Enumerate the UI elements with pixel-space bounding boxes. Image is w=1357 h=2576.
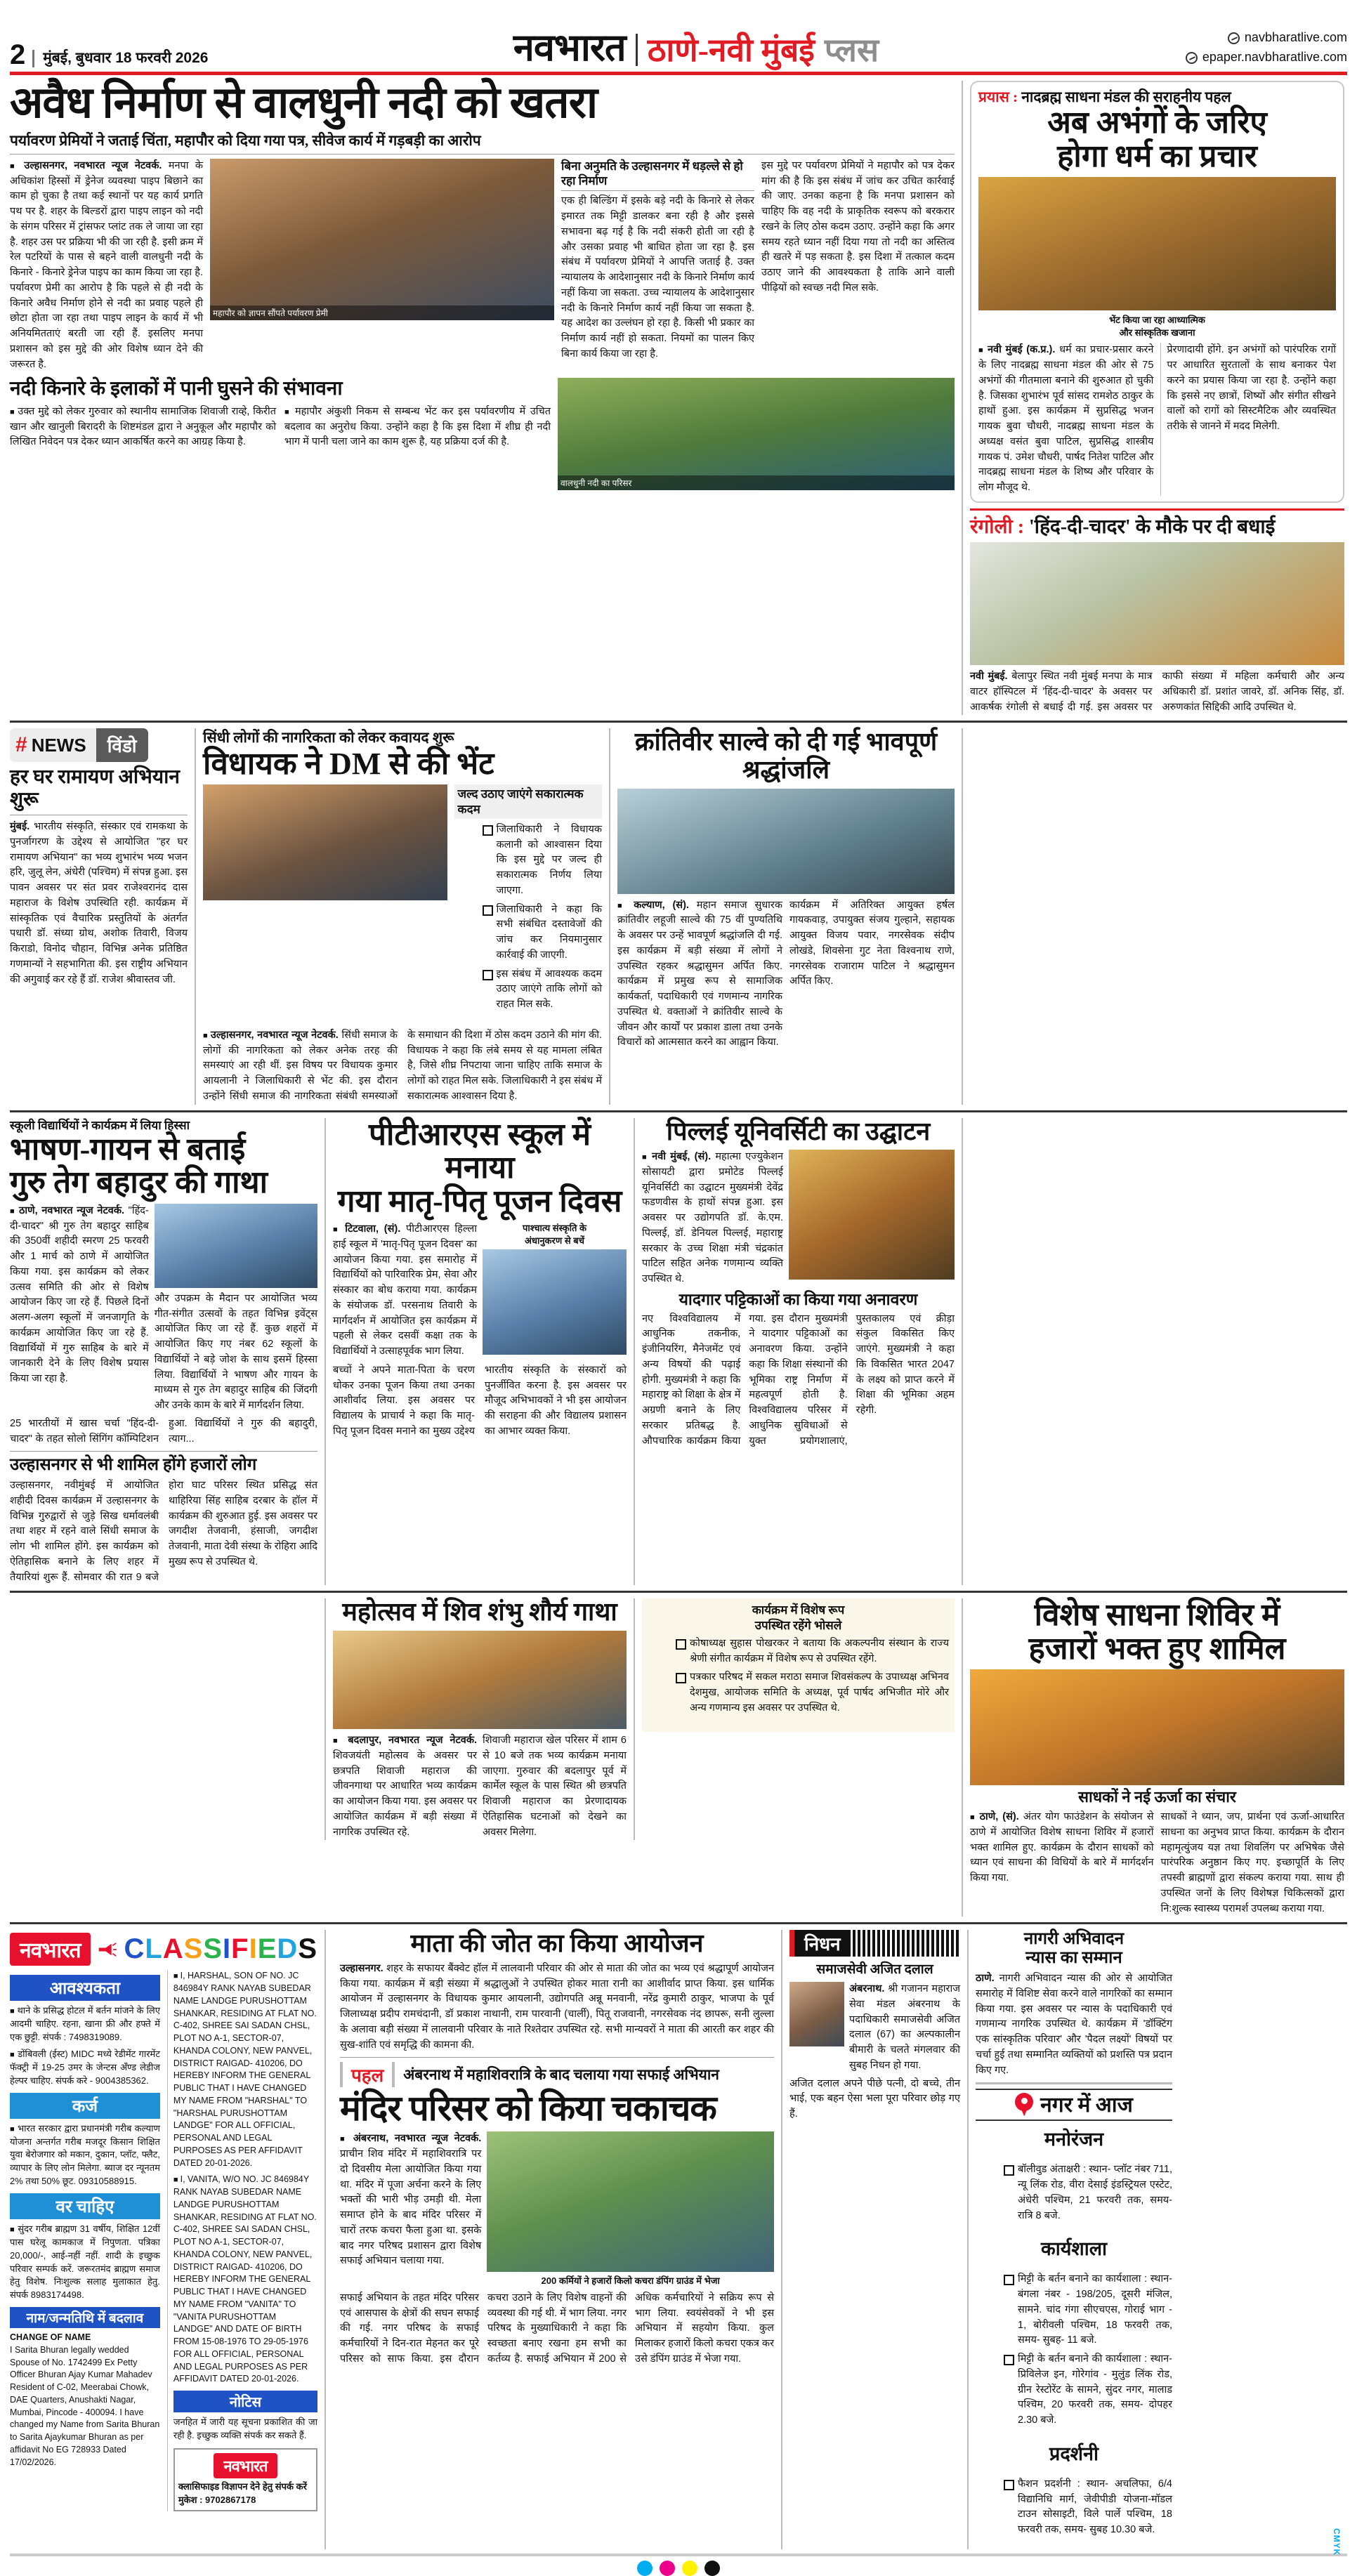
cmyk-marks xyxy=(10,2561,1347,2576)
english-notice: ■ I, HARSHAL, SON OF NO. JC 846984Y RANK NAYAB SUBEDAR NAME LANDGE PURUSHOTTAM SHANKAR, RESIDING AT FLAT NO. C-402, SHREE SAI SADAN CHSL, PLOT NO A-1, SECTOR-07, KHANDA COLONY, NEW PANVEL, DISTRICT RAIGAD- 410206, DO HEREBY INFORM THE GENERAL PUBLIC THAT I HAVE CHANGED MY NAME FROM "HARSHAL" TO "HARSHAL PURUSHOTTAM LANDGE" FOR ALL OFFICIAL, PERSONAL AND LEGAL PURPOSES AS PER AFFIDAVIT DATED 20-01-2026. xyxy=(173,1970,317,2169)
black-dot xyxy=(704,2561,720,2576)
list-item: बॉलीवुड अंताक्षरी : स्थान- प्लॉट नंबर 711, न्यू लिंक रोड, वीरा देसाई इंडस्ट्रियल एस्टेट, अंधेरी पश्चिम, 21 फरवरी तक, समय- रात्रि 8 बजे. xyxy=(1004,2162,1172,2223)
magenta-dot xyxy=(660,2561,675,2576)
lead-photo-2-caption: वालधुनी नदी का परिसर xyxy=(558,475,955,490)
footer-rule xyxy=(10,2528,1347,2576)
nidhan-portrait xyxy=(789,1982,844,2046)
mandir-body-col1: ■ अंबरनाथ, नवभारत न्यूज नेटवर्क. प्राचीन शिव मंदिर में महाशिवरात्रि पर दो दिवसीय मेला आयोजित किया गया था. मंदिर में पूजा अर्चना करने के लिए भक्तों की भारी भीड़ उमड़ी थी. मेला समाप्त होने के बाद मंदिर परिसर में चारों तरफ कचरा फैला हुआ था. इसके बाद नगर परिषद प्रशासन द्वारा विशेष सफाई अभियान चलाया गया. xyxy=(340,2131,481,2287)
nidhan-body-2: अजित दलाल अपने पीछे पत्नी, दो बच्चे, तीन भाई, एक बहन ऐसा भला पूरा परिवार छोड़ गए हैं. xyxy=(789,2077,960,2120)
classified-item: ■ थाने के प्रसिद्ध होटल में बर्तन मांजने के लिए आदमी चाहिए. रहना, खाना फ्री और हफ्ते में एक छुट्टी. संपर्क : 7498319089. xyxy=(10,2004,160,2044)
nidhan-stripes xyxy=(851,1930,960,1957)
pillai-body-col1: ■ नवी मुंबई, (सं). महात्मा एज्युकेशन सोसायटी द्वारा प्रमोटेड पिल्लई यूनिवर्सिटी का उद्घाटन मुख्यमंत्री देवेंद्र फडणवीस के हाथों संपन्न हुआ. इस अवसर पर उद्योगपति डॉ. के.एम. पिल्लई, डॉ. डेनियल पिल्लई, महाराष्ट्र सरकार के उच्च शिक्षा मंत्री चंद्रकांत पाटिल सहित अनेक गणमान्य व्यक्ति उपस्थित थे. xyxy=(642,1150,783,1287)
pillai-sub-headline: यादगार पट्टिकाओं का किया गया अनावरण xyxy=(678,1290,918,1308)
rangoli-photo xyxy=(970,542,1344,665)
mahotsav-headline: महोत्सव में शिव शंभु शौर्य गाथा xyxy=(342,1598,617,1627)
classifieds-footer-line1: क्लासिफाइड विज्ञापन देने हेतु संपर्क करें xyxy=(178,2480,307,2492)
sublead-title: नदी किनारे के इलाकों में पानी घुसने की संभावना xyxy=(10,378,343,400)
pahal-tag: पहल xyxy=(340,2062,395,2087)
mahotsav-side-box xyxy=(642,1598,955,1731)
mata-headline: माता की जोत का किया आयोजन xyxy=(410,1929,704,1958)
english-notice: ■ I, VANITA, W/O NO. JC 846984Y RANK NAYAB SUBEDAR NAME LANDGE PURUSHOTTAM SHANKAR, RESIDING AT FLAT NO. C-402, SHREE SAI SADAN CHSL, PLOT NO A-1, SECTOR-07, KHANDA COLONY, NEW PANVEL, DISTRICT RAIGAD- 410206, DO HEREBY INFORM THE GENERAL PUBLIC THAT I HAVE CHANGED MY NAME FROM "VANITA" TO "VANITA PURUSHOTTAM LANDGE" AND DATE OF BIRTH FROM 15-08-1976 TO 29-05-1976 FOR ALL OFFICIAL, PERSONAL AND LEGAL PURPOSES AS PER AFFIDAVIT DATED 20-01-2026. xyxy=(173,2174,317,2386)
notice-body: जनहित में जारी यह सूचना प्रकाशित की जा रही है. इच्छुक व्यक्ति संपर्क कर सकते हैं. xyxy=(173,2417,317,2440)
list-item: मिट्टी के बर्तन बनाने की कार्यशाला : स्थान- प्रिविलेज इन, गोरेगांव - मुलुंड लिंक रोड, ग्रीन रेस्टोरेंट के सामने, सुंदर नगर, मालाड पश्चिम, 20 फरवरी तक, समय- दोपहर 2.30 बजे. xyxy=(1004,2352,1172,2429)
list-item: फैशन प्रदर्शनी : स्थान- अचलिफा, 6/4 विद्यानिधि मार्ग, जेवीपीडी योजना-मॉडल टाउन सोसाइटी, विले पार्ले पश्चिम, 18 फरवरी तक, समय- सुबह 10.30 बजे. xyxy=(1004,2477,1172,2538)
sublead-box-2: ■ महापौर अंकुशी निकम से सम्बन्ध भेंट कर इस पर्यावरणीय में उचित बदलाव का अनुरोध किया. उन्होंने कहा है कि इस दिशा में शीघ्र ही नदी भाग में पानी चला जाने का काम शुरू है, यह प्रक्रिया दर्ज की है. xyxy=(284,405,551,450)
ptrs-photo xyxy=(483,1249,627,1355)
nagar-aaj-section-title: कार्यशाला xyxy=(1040,2238,1108,2260)
ptrs-headline-line1: पीटीआरएस स्कूल में मनाया xyxy=(368,1117,591,1185)
classifieds-bar-awashyakta: आवश्यकता xyxy=(10,1975,160,2001)
brand-name: नवभारत xyxy=(513,26,626,69)
nagar-column xyxy=(976,1930,1172,2549)
classified-item: ■ सुंदर गरीब ब्राह्मण 31 वर्षीय, शिक्षित 12वीं पास घरेलू कामकाज में निपुणता. पत्रिका 20,000/-, आई-नहीं नहीं. शादी के इच्छुक परिवार सम्पर्क करें. जरूरतमंद ब्राह्मण समाज हेतु विशेष. निःशुल्क सलाह मुलाकात हेतु. संपर्क 8983174498. xyxy=(10,2223,160,2302)
change-of-name-body: I Sarita Bhuran legally wedded Spouse of No. 1742499 Ex Petty Officer Bhuran Ajay Kumar Mahadev Resident of C-02, Meerabai Chowk, DAE Quarters, Anushakti Nagar, Mumbai, Pincode - 400094. I have changed my Name from Sarita Bhuran to Sarita Ajaykumar Bhuran as per affidavit No EG 728933 Dated 17/02/2026. xyxy=(10,2344,160,2467)
website-epaper[interactable]: epaper.navbharatlive.com xyxy=(1202,50,1347,65)
sindhi-box-title: जल्द उठाए जाएंगे सकारात्मक कदम xyxy=(454,784,602,819)
prayas-box xyxy=(970,81,1344,503)
cmyk-label: CMYK xyxy=(1332,2528,1342,2556)
prayas-body-col2: प्रेरणादायी होंगे. इन अभंगों को पारंपरिक रागों पर आधारित सुरतालों के साथ बनाकर पेश करने का प्रयास किया जा रहा है. उन्होंने कहा कि इससे नए छात्रों, शिष्यों और संगीत सीखने वालों को रागों को सिस्टमैटिक और व्यवस्थित तरीके से जानने में मदद मिलेगी. xyxy=(1160,343,1336,496)
lead-photo-1 xyxy=(210,159,554,320)
list-item: जिलाधिकारी ने कहा कि सभी संबंधित दस्तावेजों की जांच कर नियमानुसार कार्रवाई की जाएगी. xyxy=(483,902,602,964)
kranti-story xyxy=(617,728,955,1104)
sublead-box-1: ■ उक्त मुद्दे को लेकर गुरुवार को स्थानीय सामाजिक शिवाजी राव्हे, किरीत खान और खानुली बिरादरी के शिष्टमंडल द्वारा ने अनुकूल और महापौर को लिखित निवेदन पत्र देकर ध्यान आकर्षित करने का आग्रह किया है. xyxy=(10,405,276,450)
globe-icon xyxy=(1186,52,1198,64)
mandir-kicker: अंबरनाथ में महाशिवरात्रि के बाद चलाया गया सफाई अभियान xyxy=(403,2066,719,2084)
nagari-headline-line2: न्यास का सम्मान xyxy=(1025,1949,1122,1968)
rangoli-title-line xyxy=(970,516,1344,538)
masthead-title-block xyxy=(347,26,1045,69)
mahotsav-body-col1: ■ बदलापुर, नवभारत न्यूज नेटवर्क. शिवजयंती महोत्सव के अवसर पर छत्रपति शिवाजी महाराज की जीवनगाथा पर आधारित भव्य कार्यक्रम का आयोजन किया गया. इस अवसर पर आयोजित कार्यक्रम में बड़ी संख्या में नागरिक उपस्थित रहे. xyxy=(333,1733,477,1840)
website-main[interactable]: navbharatlive.com xyxy=(1244,30,1347,45)
mata-body: उल्हासनगर. शहर के सफायर बैंक्वेट हॉल में लालवानी परिवार की ओर से माता की जोत का भव्य एवं श्रद्धापूर्ण आयोजन किया गया. कार्यक्रम में बड़ी संख्या में श्रद्धालुओं ने उपस्थित होकर माता रानी का आशीर्वाद प्राप्त किया. इस धार्मिक आयोजन में उल्हासनगर के विधायक कुमार आयलानी, उद्योगपति अन्नू मनवानी, नरेंद्र कुमारी ठाकुर, भाजपा के पूर्व जिलाध्यक्ष प्रदीप रामचंदानी, डॉ प्रकाश नाथानी, राम पारवानी (चार्ली), पितू राजवानी, नगरसेवक नंद छापरू, सनी लुल्ला के अलावा बड़ी संख्या में लालवानी परिवार के नाते रिश्तेदार उपस्थित रहे. सभी मान्यवरों ने माता की आरती कर शहर की सुख-शांति एवं समृद्धि की कामना की. xyxy=(340,1962,774,2051)
prayas-photo-caption-line2: और सांस्कृतिक खजाना xyxy=(1119,327,1195,338)
nidhan-name: समाजसेवी अजित दलाल xyxy=(816,1962,933,1978)
list-item: पत्रकार परिषद में सकल मराठा समाज शिवसंकल्प के उपाध्यक्ष अभिनव देशमुख, आयोजक समिति के अध्यक्ष, पूर्व पार्षद अभिजीत मोरे और अन्य गणमान्य इस अवसर पर उपस्थित थे. xyxy=(676,1670,949,1716)
sadhana-body-col2: साधकों ने ध्यान, जप, प्रार्थना एवं ऊर्जा-आधारित साधना का अनुभव प्राप्त किया. कार्यक्रम के दौरान महामृत्युंजय यज्ञ तथा शिवलिंग पर अभिषेक जैसे पारंपरिक अनुष्ठान किए गए. इच्छापूर्ति के लिए तपस्वी ब्राह्मणों द्वारा संकल्प कराया गया. साथ ही उपस्थित जनों के लिए विशेषज्ञ चिकित्सकों द्वारा नि:शुल्क स्वास्थ्य परामर्श उपलब्ध कराया गया. xyxy=(1160,1811,1344,1914)
mandir-photo-caption: 200 कर्मियों ने हजारों किलो कचरा डंपिंग ग्राउंड में भेजा xyxy=(541,2275,720,2287)
classifieds-logo: नवभारत xyxy=(10,1933,91,1966)
ptrs-photo-caption-line2: अंधानुकरण से बचें xyxy=(525,1235,584,1246)
nagar-aaj-section-title: प्रदर्शनी xyxy=(1049,2443,1099,2464)
prayas-body-col1: ■ नवी मुंबई (क.प्र.). धर्म का प्रचार-प्रसार करने के लिए नादब्रह्म साधना मंडल की ओर से 75 अभंगों की गीतमाला बनाने की शुरुआत हो चुकी है. जिसका शुभारंभ पूर्व सांसद रामशेठ ठाकुर के हाथों हुआ. इस कार्यक्रम में सुप्रसिद्ध भजन गायक बुवा चौधरी, नादब्रह्म साधना मंडल के अध्यक्ष वसंत बुवा पाटिल, सुप्रसिद्ध शास्त्रीय गायक पं. उमेश चौधरी, पार्षद नितेश पाटिल और नादब्रह्म साधना मंडल के शिष्य और परिवार के लोग मौजूद थे. xyxy=(978,343,1153,496)
sindhi-story xyxy=(203,728,610,1104)
sindhi-kicker: सिंधी लोगों की नागरिकता को लेकर कवायद शुरू xyxy=(203,729,454,747)
megaphone-icon xyxy=(98,1940,117,1959)
hash-icon: # xyxy=(15,733,27,757)
mahotsav-box-title-line2: उपस्थित रहेंगे भोसले xyxy=(754,1618,842,1632)
mahotsav-story xyxy=(333,1598,635,1840)
ramayan-headline: हर घर रामायण अभियान शुरू xyxy=(10,766,180,810)
dateline: मुंबई, बुधवार 18 फरवरी 2026 xyxy=(32,50,208,67)
masthead-websites xyxy=(1045,28,1347,67)
brand-divider xyxy=(636,34,638,66)
news-video-chip[interactable] xyxy=(10,728,148,762)
bhashan-body-col3: 25 भारतीयों में खास चर्चा "हिंद-दी-चादर" के तहत सोलो सिंगिंग कॉम्पिटिशन हुआ. विद्यार्थियों ने गुरु की बहादुरी, त्याग... xyxy=(10,1417,317,1445)
lead-photo-1-caption: महापौर को ज्ञापन सौंपते पर्यावरण प्रेमी xyxy=(210,305,554,320)
sadhana-photo xyxy=(970,1669,1344,1785)
nidhan-title: निधन xyxy=(804,1934,841,1955)
lead-body-col2: एक ही बिल्डिंग में इसके बड़े नदी के किनारे से लेकर इमारत तक मिट्टी डालकर बना रही है और इससे सभावना बढ़ गई है कि नदी संकरी होती जा रही है और उसका प्रवाह भी बाधित होता जा रहा है. इस संबंध में पर्यावरण प्रेमियों ने आपत्ति जताई है. उक्त न्यायालय के आदेशानुसार नदी के किनारे निर्माण कार्य नहीं किया जा सकता. उच्च न्यायालय के आदेशानुसार नदी के किनारे निर्माण कार्य नहीं किया जा सकता है. यह आदेश का उल्लंघन हो रहा है. किसी भी प्रकार का निर्माण कार्य नहीं हो सकता. नियमों का पालन किए बिना कार्य किया जा रहा है. xyxy=(561,195,754,360)
ptrs-headline-line2: गया मातृ-पितृ पूजन दिवस xyxy=(337,1183,622,1218)
classifieds-bar-karj: कर्ज xyxy=(10,2093,160,2119)
sadhana-headline-line1: विशेष साधना शिविर में xyxy=(1034,1598,1280,1633)
pillai-photo xyxy=(789,1150,955,1280)
list-item: जिलाधिकारी ने विधायक कलानी को आश्वासन दिया कि इस मुद्दे पर जल्द ही सकारात्मक निर्णय लिया जाएगा. xyxy=(483,822,602,899)
nagar-aaj-section-title: मनोरंजन xyxy=(1044,2129,1104,2150)
nagar-aaj-list-pradarshani xyxy=(976,2477,1172,2538)
classifieds-bar-name-change: नाम/जन्मतिथि में बदलाव xyxy=(10,2307,160,2328)
nagar-aaj-header xyxy=(976,2089,1172,2121)
nidhan-body: अंबरनाथ. श्री गजानन महाराज सेवा मंडल अंबरनाथ के पदाधिकारी समाजसेवी अजित दलाल (67) का अल्पकालीन बीमारी के चलते मंगलवार की सुबह निधन हो गया. xyxy=(849,1983,960,2071)
ulhas-thousands-headline: उल्हासनगर से भी शामिल होंगे हजारों लोग xyxy=(10,1456,257,1475)
sadhana-story xyxy=(962,1598,1344,1917)
change-of-name-title: CHANGE OF NAME xyxy=(10,2332,91,2343)
prayas-photo-caption-line1: भेंट किया जा रहा आध्यात्मिक xyxy=(1109,315,1205,326)
masthead xyxy=(10,0,1347,70)
list-item: कोषाध्यक्ष सुहास पोखरकर ने बताया कि अकल्पनीय संस्थान के राज्य श्रेणी संगीत कार्यक्रम में विशेष रूप से उपस्थित रहेंगे. xyxy=(676,1636,949,1667)
classifieds-bar-notice: नोटिस xyxy=(173,2391,317,2412)
bhashan-body-col1: ■ ठाणे, नवभारत न्यूज नेटवर्क. "हिंद-दी-चादर" श्री गुरु तेग बहादुर साहिब की 350वीं शहीदी स्मरण 25 फरवरी और 1 मार्च को ठाणे में आयोजित किया गया. इस कार्यक्रम को लेकर उत्सव समिति की ओर से विशेष आयोजन किए जा रहे हैं. पिछले दिनों अलग-अलग स्कूलों में जनजागृति के कार्यक्रम आयोजित किए जा रहे हैं. विद्यार्थियों में गुरु साहिब के बारे में जानकारी देने के लिए विशेष प्रयास किया जा रहा है. xyxy=(10,1204,149,1414)
nagari-body: ठाणे. नागरी अभिवादन न्यास की ओर से आयोजित समारोह में विशिष्ट सेवा करने वाले नागरिकों का सम्मान किया गया. इस अवसर पर न्यास के पदाधिकारी एवं गणमान्य नागरिक उपस्थित थे. कार्यक्रम में 'डॉक्टिंग एक सांस्कृतिक परिवार' और 'पैदल लक्ष्यों' विषयों पर चर्चा हुई तथा सम्मानित व्यक्तियों को प्रशस्ति पत्र प्रदान किए गए. xyxy=(976,1973,1172,2076)
mandir-body-rest: सफाई अभियान के तहत मंदिर परिसर एवं आसपास के क्षेत्रों की सघन सफाई की गई. नगर परिषद के सफाई कर्मचारियों ने दिन-रात मेहनत कर पूरे परिसर को साफ किया. इस दौरान कचरा उठाने के लिए विशेष वाहनों की व्यवस्था की गई थी. में भाग लिया. नगर परिषद के मुख्याधिकारी ने कहा कि स्वच्छता बनाए रखना हम सभी का कर्तव्य है. सफाई अभियान में 200 से अधिक कर्मचारियों ने सक्रिय रूप से भाग लिया. स्वयंसेवकों ने भी इस अभियान में सहयोग किया. कुल मिलाकर हजारों किलो कचरा एकत्र कर उसे डंपिंग ग्राउंड में भेजा गया. xyxy=(340,2292,774,2365)
bhashan-body-col2: और उपक्रम के मैदान पर आयोजित भव्य गीत-संगीत उत्सवों के तहत विभिन्न इवेंट्स आयोजित किए जा रहे हैं. कुछ शहरों में आयोजित किए गए नंबर 62 स्कूलों के विद्यार्थियों ने बड़े जोश के साथ इसमें हिस्सा लिया. विद्यार्थियों ने भाषण और गायन के माध्यम से गुरु तेग बहादुर साहिब की जिंदगी और उनके काम के बारे में मार्गदर्शन लिया. xyxy=(154,1292,317,1412)
sindhi-photo xyxy=(203,784,447,900)
mahotsav-photo xyxy=(333,1631,627,1729)
kranti-photo xyxy=(617,789,955,894)
edition-name: ठाणे-नवी मुंबई xyxy=(647,32,815,68)
lead-story xyxy=(10,81,955,715)
nidhan-column xyxy=(789,1930,969,2549)
cyan-dot xyxy=(637,2561,653,2576)
classifieds-word: CLASSIFIEDS xyxy=(124,1933,317,1965)
sadhana-body-col1: ■ ठाणे, (सं). अंतर योग फाउंडेशन के संयोजन से ठाणे में आयोजित विशेष साधना शिविर में हजारों भक्त शामिल हुए. कार्यक्रम के दौरान साधकों को ध्यान एवं साधना की विधियों के बारे में मार्गदर्शन किया गया. xyxy=(970,1810,1154,1917)
band4-left-spacer xyxy=(10,1598,326,1840)
lead-byline: उल्हासनगर, नवभारत न्यूज नेटवर्क. xyxy=(24,159,162,171)
right-rail xyxy=(962,81,1344,715)
mata-mandir-column xyxy=(333,1930,782,2549)
yellow-dot xyxy=(682,2561,697,2576)
pahal-strip xyxy=(340,2062,774,2087)
prayas-kicker-line xyxy=(978,88,1336,106)
mahotsav-body-col2: शिवाजी महाराज खेल परिसर में शाम 6 से 10 बजे तक भव्य कार्यक्रम मनाया जाएगा. गुरुवार की बदलापुर पूर्व में कार्मेल स्कूल के पास स्थित श्री छत्रपति शिवाजी महाराज का प्रेरणादायक ऐतिहासिक घटनाओं को देखने का अवसर मिलेगा. xyxy=(483,1735,627,1838)
classifieds-footer-logo: नवभारत xyxy=(214,2453,277,2478)
edition-suffix: प्लस xyxy=(824,32,879,68)
classifieds-header xyxy=(10,1933,317,1966)
lead-photo-2 xyxy=(558,378,955,490)
classified-item: ■ डोंबिवली (ईस्ट) MIDC मध्ये रेडीमेंट गारमेंट फॅक्ट्री में 19-25 उमर के जेन्टस अँण्ड लेडीज हेल्पर चाहिए. संपर्क करे - 9004385362. xyxy=(10,2048,160,2088)
sindhi-box-list xyxy=(454,822,602,1013)
sindhi-headline: विधायक ने DM से की भेंट xyxy=(203,746,494,781)
nidhan-header xyxy=(789,1930,960,1957)
rangoli-title: 'हिंद-दी-चादर' के मौके पर दी बधाई xyxy=(1029,515,1276,538)
location-pin-icon xyxy=(1015,2093,1033,2117)
classifieds-section xyxy=(10,1930,326,2549)
nidhan-red-bar xyxy=(789,1930,794,1957)
ptrs-body-col2: बच्चों ने अपने माता-पिता के चरण धोकर उनका पूजन किया तथा उनका आशीर्वाद लिया. इस अवसर पर विद्यालय के प्राचार्य ने कहा कि मातृ-पितृ पूजन दिवस मनाने का मुख्य उद्देश्य भारतीय संस्कृति के संस्कारों को पुनर्जीवित करना है. इस अवसर पर मौजूद अभिभावकों ने भी इस आयोजन की सराहना की और विद्यालय प्रशासन का आभार व्यक्त किया. xyxy=(333,1364,627,1437)
classifieds-bar-var: वर चाहिए xyxy=(10,2193,160,2219)
mahotsav-box-title-line1: कार्यक्रम में विशेष रूप xyxy=(752,1603,845,1617)
nagari-headline-line1: नागरी अभिवादन xyxy=(1023,1930,1125,1949)
lead-headline: अवैध निर्माण से वालधुनी नदी को खतरा xyxy=(10,79,598,127)
bhashan-photo xyxy=(155,1204,317,1288)
list-item: मिट्टी के बर्तन बनाने का कार्यशाला : स्थान- बंगला नंबर - 198/205, दूसरी मंजिल, सामने. चांद गंगा सीएचएस, गोराई भाग - 1, बोरीवली पश्चिम, 18 फरवरी तक, समय- सुबह- 11 बजे. xyxy=(1004,2272,1172,2348)
prayas-kicker: नादब्रह्म साधना मंडल की सराहनीय पहल xyxy=(1021,88,1231,105)
sindhi-body: ■ उल्हासनगर, नवभारत न्यूज नेटवर्क. सिंधी समाज के लोगों की नागरिकता को लेकर अनेक तरह की समस्याएं आ रही थीं. इस विषय पर विधायक कुमार आयलानी ने जिलाधिकारी से भेंट की. इस दौरान उन्होंने सिंधी समाज की नागरिकता संबंधी समस्याओं के समाधान की दिशा में ठोस कदम उठाने की मांग की. विधायक ने कहा कि लंबे समय से यह मामला लंबित है, जिसे शीघ्र निपटाया जाना चाहिए ताकि समाज के लोगों को राहत मिल सके. जिलाधिकारी ने इस संबंध में सकारात्मक आश्वासन दिया है. xyxy=(203,1028,602,1105)
bhashan-story xyxy=(10,1118,326,1586)
ptrs-photo-caption-line1: पाश्चात्य संस्कृति के xyxy=(522,1223,587,1234)
kranti-body-col2: कार्यक्रम में अतिरिक्त आयुक्त हर्षल गायकवाड़, उपायुक्त संजय गुल्हाने, सहायक आयुक्त विजय पवार, नगरसेवक संदीप लोखंडे, शिवसेना गुट नेता विश्वनाथ राणे, नगरसेवक राजाराम पाटिल ने श्रद्धासुमन अर्पित किए. xyxy=(789,899,955,987)
classifieds-contact-box[interactable] xyxy=(173,2448,317,2512)
ramayan-body: मुंबई. भारतीय संस्कृति, संस्कार एवं रामकथा के पुनर्जागरण के उद्देश्य से आयोजित "हर घर रामायण अभियान" का भव्य शुभारंभ भव्य भजन हरि, जुलू लेन, अंधेरी (पश्चिम) में संपन्न हुआ. इस पावन अवसर पर संत प्रवर राजेश्वरानंद दास महाराज के विशेष उपस्थिति रही. कार्यक्रम में सांस्कृतिक एवं वैचारिक प्रस्तुतियों के अंतर्गत पधारी डॉ. संध्या ग्रोथ, अशोक तिवारी, विजय किराडो, विनोद चौहान, विभिन्न अनेक प्रतिष्ठित गणमान्यों ने सहभागिता की. इस राष्ट्रीय अभियान की अगुवाई कर रहे हैं डॉ. राजेश श्रीवास्तव जी. xyxy=(10,821,188,985)
rangoli-tag: रंगोली : xyxy=(970,515,1025,538)
sadhana-sub-headline: साधकों ने नई ऊर्जा का संचार xyxy=(1078,1788,1236,1806)
pillai-headline: पिल्लई यूनिवर्सिटी का उद्घाटन xyxy=(666,1117,931,1145)
classifieds-footer-line2[interactable]: मुकेश : 9702867178 xyxy=(178,2494,256,2505)
mahotsav-box-and-sadhana xyxy=(642,1598,955,1840)
pillai-story xyxy=(642,1118,955,1586)
page-number: 2 xyxy=(10,39,26,70)
classified-item: ■ भारत सरकार द्वारा प्रधानमंत्री गरीब कल्याण योजना अन्तर्गत गरीब मजदूर किसान शिक्षित युवा बेरोजगार को मकान, दुकान, प्लॉट, फ्लैट, व्यापार के लिए लोन मिलेगा. ब्याज दर न्यूनतम 2% तथा 50% छूट. 09310588915. xyxy=(10,2122,160,2188)
masthead-left xyxy=(10,39,347,70)
nagar-aaj-title: नगर में आज xyxy=(1040,2093,1133,2117)
news-label: NEWS xyxy=(31,734,86,756)
prayas-headline-line2: होगा धर्म का प्रचार xyxy=(1057,138,1257,173)
lead-col2-heading: बिना अनुमति के उल्हासनगर में धड़ल्ले से हो रहा निर्माण xyxy=(561,159,754,192)
prayas-tag: प्रयास : xyxy=(978,88,1018,105)
ptrs-body-col1: ■ टिटवाला, (सं). पीटीआरएस हिल्ला हाई स्कूल में 'मातृ-पितृ पूजन दिवस' का आयोजन किया गया. इस समारोह में विद्यार्थियों को पारिवारिक प्रेम, सेवा और संस्कार का बोध कराया गया. कार्यक्रम के संयोजक डॉ. परसनाथ तिवारी के मार्गदर्शन में आयोजित इस कार्यक्रम में पहली से लेकर दसवीं कक्षा तक के विद्यार्थियों ने उत्साहपूर्वक भाग लिया. xyxy=(333,1222,477,1360)
lead-body-col1: ■ उल्हासनगर, नवभारत न्यूज नेटवर्क. मनपा के अधिकांश हिस्सों में ड्रेनेज व्यवस्था पाइप बिछाने का काम हो चुका है तथा कई स्थानों पर यह कार्य प्रगति पथ पर है. शहर के बिल्डरों द्वारा पाइप लाइन को नदी के संगम परिसर में ट्रांसफर प्लांट तक ले जाया जा रहा है. शहर उस पर प्रक्रिया भी की जा रही है. इसी क्रम में रेल पटरियों के पास से बहने वाली वालधुनी नदी के किनारे - किनारे ड्रेनेज पाइप का काम किया जा रहा है. पर्यावरण प्रेमी का आरोप है कि पहले से ही नदी के किनारे अवैध निर्माण होने से नदी का प्रवाह पहले ही छोटा होता जा रहा तथा पाइप लाइन के कार्य में भी अनियमितताएं बरती जा रही हैं. इसलिए मनपा प्रशासन को इस मुद्दे की ओर विशेष ध्यान देने की जरूरत है. xyxy=(10,159,203,373)
nagar-aaj-list-karyashala xyxy=(976,2272,1172,2429)
prayas-headline-line1: अब अभंगों के जरिए xyxy=(1047,105,1267,140)
video-label[interactable]: विंडो xyxy=(96,728,148,762)
globe-icon xyxy=(1228,32,1240,44)
rangoli-body: नवी मुंबई. बेलापुर स्थित नवी मुंबई मनपा के मात्र वाटर हॉस्पिटल में 'हिंद-दी-चादर' के अवसर पर आकर्षक रंगोली से बधाई दी गई. इस अवसर पर काफी संख्या में महिला कर्मचारी और अन्य अधिकारी डॉ. प्रशांत जावरे, डॉ. अनिक सिंह, डॉ. अरुणकांत सिद्दिकी आदि उपस्थित थे. xyxy=(970,671,1344,713)
sadhana-headline-line2: हजारों भक्त हुए शामिल xyxy=(1028,1631,1286,1666)
mandir-photo xyxy=(487,2131,774,2272)
bhashan-headline-line2: गुरु तेग बहादुर की गाथा xyxy=(10,1165,268,1200)
bhashan-headline-line1: भाषण-गायन से बताई xyxy=(10,1131,246,1167)
kranti-body-col1: ■ कल्याण, (सं). महान समाज सुधारक क्रांतिवीर लहूजी साल्वे की 75 वीं पुण्यतिथि के अवसर पर उन्हें भावपूर्ण श्रद्धांजलि दी गई. इस कार्यक्रम में बड़ी संख्या में लोगों ने उपस्थित रहकर श्रद्धासुमन अर्पित किए. कार्यक्रम में प्रमुख रूप से सामाजिक कार्यकर्ता, पदाधिकारी एवं गणमान्य नागरिक उपस्थित थे. वक्ताओं ने क्रांतिवीर साल्वे के जीवन और कार्यों पर प्रकाश डाला तथा उनके विचारों को आत्मसात करने का आह्वान किया. xyxy=(617,898,782,1051)
masthead-rule xyxy=(10,72,1347,75)
lead-subhead: पर्यावरण प्रेमियों ने जताई चिंता, महापौर को दिया गया पत्र, सीवेज कार्य में गड़बड़ी का आरोप xyxy=(10,131,481,149)
pillai-sub-body: नए विश्वविद्यालय में आधुनिक तकनीक, इंजीनियरिंग, मैनेजमेंट एवं अन्य विषयों की पढ़ाई होगी. मुख्यमंत्री ने कहा कि महाराष्ट्र को शिक्षा के क्षेत्र में अग्रणी बनाने के लिए सरकार प्रतिबद्ध है. औपचारिक कार्यक्रम किया गया. इस दौरान मुख्यमंत्री ने यादगार पट्टिकाओं का अनावरण किया. उन्होंने कहा कि शिक्षा संस्थानों की भूमिका राष्ट्र निर्माण में महत्वपूर्ण होती है. विश्वविद्यालय परिसर में आधुनिक सुविधाओं से युक्त प्रयोगशालाएं, पुस्तकालय एवं क्रीड़ा संकुल विकसित किए जाएंगे. मुख्यमंत्री ने कहा कि विकसित भारत 2047 के लक्ष्य को प्राप्त करने में शिक्षा की भूमिका अहम रहेगी. xyxy=(642,1313,955,1447)
ulhas-thousands-body: उल्हासनगर, नवीमुंबई में आयोजित शहीदी दिवस कार्यक्रम में उल्हासनगर के विभिन्न गुरुद्वारों से जुड़े सिख धर्मावलंबी तथा शहर में रहने वाले सिंधी समाज के लोग भी शामिल होंगे. इस कार्यक्रम को ऐतिहासिक बनाने के लिए शहर में तैयारियां शुरू हैं. सोमवार की रात 9 बजे होरा घाट परिसर स्थित प्रसिद्ध संत थाहिरिया सिंह साहिब दरबार के हॉल में कार्यक्रम की शुरुआत हुई. इस अवसर पर जगदीश तेजवानी, हंसाजी, जगदीश तेजवानी, माता देवी संस्था के रोहिरा आदि मुख्य रूप से उपस्थित थे. xyxy=(10,1480,317,1583)
list-item: इस संबंध में आवश्यक कदम उठाए जाएंगे ताकि लोगों को राहत मिल सके. xyxy=(483,967,602,1013)
prayas-photo xyxy=(978,177,1336,310)
bhashan-kicker: स्कूली विद्यार्थियों ने कार्यक्रम में लिया हिस्सा xyxy=(10,1118,190,1132)
mahotsav-box-list xyxy=(648,1636,949,1716)
ptrs-story xyxy=(333,1118,635,1586)
kranti-headline: क्रांतिवीर साल्वे को दी गई भावपूर्ण श्रद्धांजलि xyxy=(634,728,938,784)
mandir-headline: मंदिर परिसर को किया चकाचक xyxy=(340,2089,716,2129)
news-video-block xyxy=(10,728,196,1104)
nagar-aaj-list-manoranjan xyxy=(976,2162,1172,2223)
lead-body-col3: इस मुद्दे पर पर्यावरण प्रेमियों ने महापौर को पत्र देकर मांग की है कि इस संबंध में जांच कर उचित कार्रवाई की जाए. उनका कहना है कि मनपा प्रशासन को चाहिए कि वह नदी के प्राकृतिक स्वरूप को बरकरार रखने के लिए ठोस कदम उठाए. उन्होंने कहा कि अगर समय रहते ध्यान नहीं दिया गया तो नदी का अस्तित्व ही खतरे में पड़ सकता है. इस दिशा में तत्काल कदम उठाए जाने की आवश्यकता है ताकि आने वाली पीढ़ियों को स्वच्छ नदी मिल सके. xyxy=(761,159,955,294)
